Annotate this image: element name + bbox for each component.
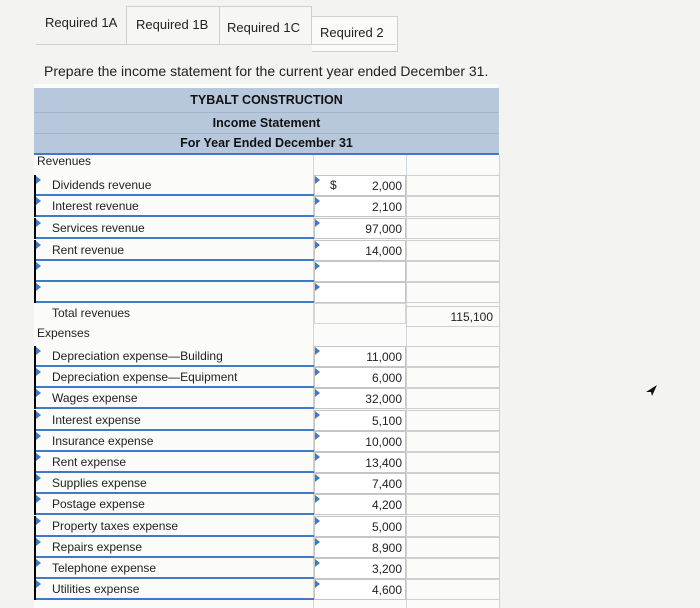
tab-required-1c[interactable]	[220, 6, 312, 44]
expense-row-label-input[interactable]: Telephone expense	[34, 558, 314, 579]
expense-row-amount-input[interactable]: 8,900	[314, 537, 406, 558]
tab-divider	[36, 44, 396, 45]
amount-marker-icon	[315, 197, 320, 205]
expense-row-label-input[interactable]: Depreciation expense—Building	[34, 346, 314, 367]
dropdown-marker-icon	[36, 262, 41, 270]
mouse-cursor-icon	[646, 384, 658, 402]
total-column-cell	[406, 388, 500, 409]
total-column-cell	[406, 196, 500, 217]
revenue-row-label-input[interactable]: Rent revenue	[34, 240, 314, 261]
dropdown-marker-icon	[36, 368, 41, 376]
expense-row-amount-input[interactable]: 5,100	[314, 410, 406, 431]
amount-marker-icon	[315, 241, 320, 249]
revenue-row-amount-input[interactable]	[314, 282, 406, 303]
total-column-cell	[406, 537, 500, 558]
revenue-row-amount-input[interactable]: 97,000	[314, 218, 406, 239]
total-column-cell	[406, 494, 500, 515]
expense-row-label-input[interactable]: Utilities expense	[34, 579, 314, 600]
tab-label: Required 2	[320, 25, 384, 40]
amount-marker-icon	[315, 538, 320, 546]
dropdown-marker-icon	[36, 197, 41, 205]
revenue-row-label-input[interactable]: Dividends revenue	[34, 175, 314, 196]
dropdown-marker-icon	[36, 432, 41, 440]
row-underline	[36, 598, 314, 600]
revenue-row-amount-input[interactable]	[314, 261, 406, 282]
expense-row-amount-input[interactable]: 13,400	[314, 452, 406, 473]
expense-row-amount-input[interactable]: 4,200	[314, 494, 406, 515]
total-column-cell	[406, 431, 500, 452]
company-name: TYBALT CONSTRUCTION	[34, 88, 499, 112]
expense-row-label-input[interactable]: Wages expense	[34, 388, 314, 409]
total-column-cell	[406, 175, 500, 196]
expense-row-amount-input[interactable]: 7,400	[314, 473, 406, 494]
total-revenues-amount[interactable]: 115,100	[406, 306, 500, 327]
total-column-cell	[406, 558, 500, 579]
expense-row-label-input[interactable]: Interest expense	[34, 410, 314, 431]
dropdown-marker-icon	[36, 495, 41, 503]
dropdown-marker-icon	[36, 517, 41, 525]
tab-required-2[interactable]	[312, 16, 398, 52]
revenue-row-label-input[interactable]: Interest revenue	[34, 196, 314, 217]
expenses-heading: Expenses	[37, 326, 90, 340]
row-underline	[36, 215, 314, 217]
amount-marker-icon	[315, 432, 320, 440]
dropdown-marker-icon	[36, 538, 41, 546]
dropdown-marker-icon	[36, 411, 41, 419]
amount-marker-icon	[315, 368, 320, 376]
expense-row-amount-input[interactable]: 3,200	[314, 558, 406, 579]
expense-row-label-input[interactable]: Property taxes expense	[34, 516, 314, 537]
dropdown-marker-icon	[36, 283, 41, 291]
tab-required-1b[interactable]	[126, 6, 220, 44]
dropdown-marker-icon	[36, 580, 41, 588]
total-column-cell	[406, 261, 500, 282]
statement-header	[34, 88, 499, 155]
total-column-cell	[406, 516, 500, 537]
dropdown-marker-icon	[36, 241, 41, 249]
amount-marker-icon	[315, 219, 320, 227]
tab-label: Required 1A	[45, 15, 118, 30]
tab-label: Required 1C	[227, 20, 300, 35]
dropdown-marker-icon	[36, 389, 41, 397]
total-column-cell	[406, 473, 500, 494]
expense-row-label-input[interactable]: Rent expense	[34, 452, 314, 473]
statement-title: Income Statement	[34, 113, 499, 133]
amount-marker-icon	[315, 283, 320, 291]
expense-row-label-input[interactable]: Postage expense	[34, 494, 314, 515]
amount-marker-icon	[315, 347, 320, 355]
dropdown-marker-icon	[36, 453, 41, 461]
amount-marker-icon	[315, 389, 320, 397]
total-column-cell	[406, 367, 500, 388]
revenue-row-label-input[interactable]	[34, 261, 314, 282]
amount-marker-icon	[315, 517, 320, 525]
amount-marker-icon	[315, 495, 320, 503]
revenue-row-amount-input[interactable]: 14,000	[314, 240, 406, 261]
dropdown-marker-icon	[36, 474, 41, 482]
expense-row-label-input[interactable]: Insurance expense	[34, 431, 314, 452]
expense-row-amount-input[interactable]: 11,000	[314, 346, 406, 367]
revenues-heading: Revenues	[37, 154, 92, 168]
revenue-row-label-input[interactable]: Services revenue	[34, 218, 314, 239]
amount-marker-icon	[315, 580, 320, 588]
expense-row-amount-input[interactable]: 32,000	[314, 388, 406, 409]
amount-marker-icon	[315, 176, 320, 184]
dollar-sign: $	[330, 178, 337, 192]
dropdown-marker-icon	[36, 347, 41, 355]
total-column-cell	[406, 579, 500, 600]
instruction-text: Prepare the income statement for the current year ended December 31.	[44, 63, 489, 79]
tab-required-1a[interactable]	[36, 6, 126, 38]
revenue-row-amount-input[interactable]: 2,100	[314, 196, 406, 217]
amount-marker-icon	[315, 411, 320, 419]
statement-period: For Year Ended December 31	[34, 134, 499, 153]
expense-row-label-input[interactable]: Repairs expense	[34, 537, 314, 558]
expense-row-label-input[interactable]: Supplies expense	[34, 473, 314, 494]
total-column-cell	[406, 346, 500, 367]
dropdown-marker-icon	[36, 559, 41, 567]
total-column-cell	[406, 282, 500, 303]
tab-bar	[0, 0, 700, 56]
total-revenues-spacer	[314, 303, 406, 324]
expense-row-label-input[interactable]: Depreciation expense—Equipment	[34, 367, 314, 388]
expense-row-amount-input[interactable]: 10,000	[314, 431, 406, 452]
amount-marker-icon	[315, 262, 320, 270]
expense-row-amount-input[interactable]: 4,600	[314, 579, 406, 600]
revenue-row-label-input[interactable]	[34, 282, 314, 303]
revenue-row-amount-input[interactable]: 2,000	[314, 175, 406, 196]
dropdown-marker-icon	[36, 219, 41, 227]
total-revenues-label: Total revenues	[52, 306, 131, 320]
total-column-cell	[406, 240, 500, 261]
expense-row-amount-input[interactable]: 6,000	[314, 367, 406, 388]
expense-row-amount-input[interactable]: 5,000	[314, 516, 406, 537]
tab-label: Required 1B	[136, 17, 209, 32]
amount-marker-icon	[315, 453, 320, 461]
dropdown-marker-icon	[36, 176, 41, 184]
amount-marker-icon	[315, 559, 320, 567]
total-column-cell	[406, 452, 500, 473]
total-column-cell	[406, 218, 500, 239]
total-column-cell	[406, 410, 500, 431]
amount-marker-icon	[315, 474, 320, 482]
row-underline	[36, 237, 314, 239]
